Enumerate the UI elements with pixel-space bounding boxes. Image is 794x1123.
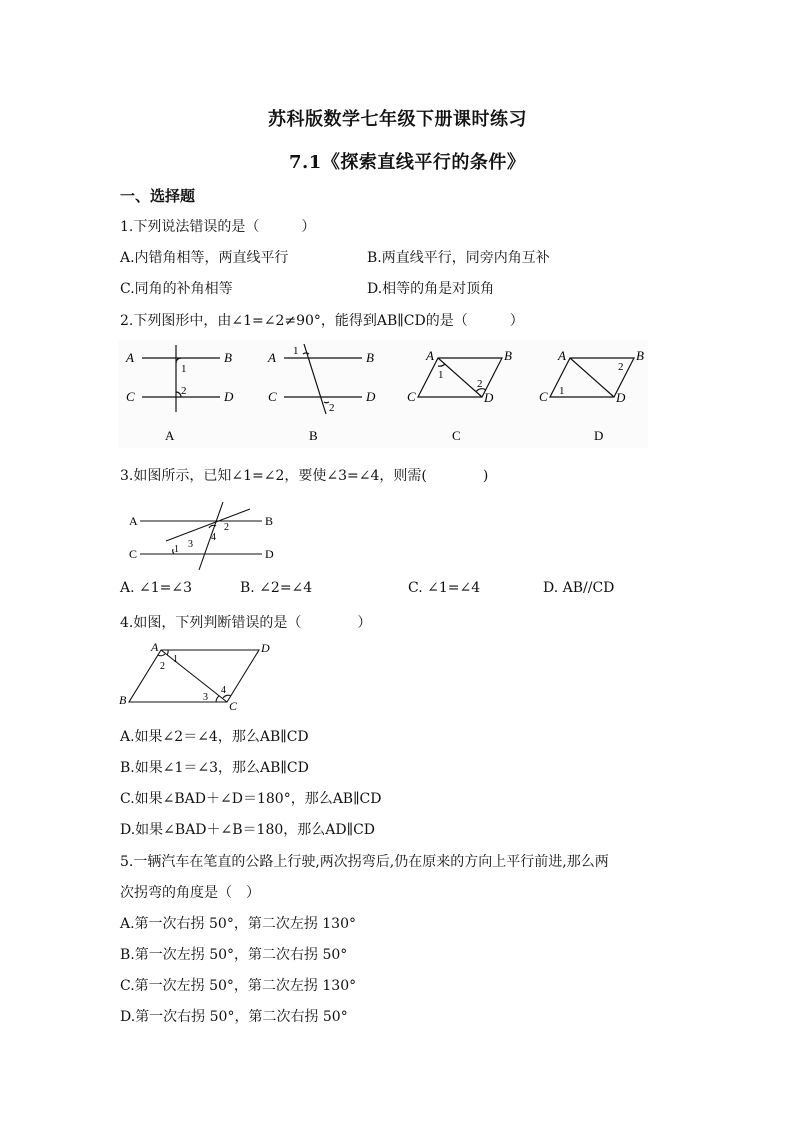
q4-angle-2: 2	[160, 661, 165, 672]
fig-b-angle-2: 2	[329, 402, 335, 414]
q4-angle-1-arc	[167, 650, 168, 655]
fig-c-label-a: A	[426, 348, 434, 363]
q2-stem: 2.下列图形中，由∠1=∠2≠90°，能得到AB∥CD的是（ ）	[120, 313, 524, 329]
fig-a-angle-2: 2	[181, 385, 187, 397]
q4-angle-4: 4	[221, 685, 226, 696]
fig-d-angle-2: 2	[618, 361, 624, 373]
q4-option-b: B.如果∠1＝∠3，那么AB∥CD	[120, 760, 309, 776]
q4-angle-3-arc	[216, 696, 219, 702]
q3-option-b: B. ∠2=∠4	[240, 580, 313, 596]
q4-angle-2-arc	[158, 654, 165, 656]
q4-option-a: A.如果∠2＝∠4，那么AB∥CD	[120, 729, 309, 745]
fig-caption-b: B	[309, 428, 318, 443]
section-heading: 一、选择题	[120, 187, 196, 205]
fig-a-angle-1: 1	[181, 363, 187, 375]
q3-label-a: A	[129, 514, 138, 528]
q5-option-d: D.第一次右拐 50°，第二次右拐 50°	[120, 1009, 348, 1025]
q4-option-d: D.如果∠BAD＋∠B＝180，那么AD∥CD	[120, 822, 376, 838]
q2-figures	[118, 340, 648, 448]
q3-angle-1: 1	[174, 544, 179, 555]
q4-figure	[115, 640, 275, 712]
q4-label-d: D	[261, 641, 270, 655]
fig-a-label-b: B	[224, 350, 232, 365]
fig-d-label-d: D	[616, 390, 626, 405]
fig-b-label-a: A	[268, 350, 276, 365]
q5-option-c: C.第一次左拐 50°，第二次左拐 130°	[120, 978, 357, 994]
fig-d-label-c: C	[539, 389, 548, 404]
fig-a-label-a: A	[126, 350, 134, 365]
fig-c-label-c: C	[407, 389, 416, 404]
q2-figure-background	[118, 340, 648, 448]
q4-angle-3: 3	[203, 692, 208, 703]
q1-option-b: B.两直线平行，同旁内角互补	[367, 250, 550, 266]
fig-c-angle-1: 1	[438, 369, 444, 381]
q4-diagonal-ac	[161, 650, 227, 702]
fig-d-label-a: A	[558, 348, 566, 363]
q3-label-d: D	[265, 547, 274, 561]
q1-option-c: C.同角的补角相等	[120, 281, 233, 297]
q4-stem: 4.如图，下列判断错误的是（ ）	[120, 615, 372, 631]
q1-option-a: A.内错角相等，两直线平行	[120, 250, 289, 266]
q3-option-d: D. AB//CD	[543, 580, 615, 596]
q4-option-c: C.如果∠BAD＋∠D＝180°，那么AB∥CD	[120, 791, 382, 807]
q3-angle-4: 4	[211, 532, 216, 543]
q5-option-a: A.第一次右拐 50°，第二次左拐 130°	[120, 916, 356, 932]
q3-figure	[126, 500, 286, 572]
page-subtitle: 7.1《探索直线平行的条件》	[289, 152, 526, 173]
q3-option-c: C. ∠1=∠4	[408, 580, 481, 596]
fig-b-angle-1: 1	[293, 345, 299, 357]
q3-angle-3: 3	[188, 539, 193, 550]
q4-label-a: A	[151, 640, 159, 654]
q3-angle-4-arc	[209, 525, 216, 528]
fig-b-label-d: D	[366, 389, 376, 404]
fig-b-label-b: B	[366, 350, 374, 365]
q3-label-c: C	[129, 547, 138, 561]
q1-option-d: D.相等的角是对顶角	[367, 281, 495, 297]
fig-d-label-b: B	[636, 348, 644, 363]
q4-label-b: B	[119, 693, 127, 707]
fig-c-label-d: D	[484, 390, 494, 405]
q3-option-a: A. ∠1=∠3	[120, 580, 193, 596]
fig-caption-d: D	[594, 428, 604, 443]
q3-second-line	[166, 509, 250, 541]
fig-c-label-b: B	[504, 348, 512, 363]
q1-stem: 1.下列说法错误的是（ ）	[120, 219, 316, 235]
fig-caption-c: C	[452, 428, 461, 443]
fig-a-label-c: C	[126, 389, 135, 404]
fig-c-angle-2: 2	[477, 378, 483, 390]
q4-label-c: C	[229, 699, 238, 712]
q4-angle-1: 1	[173, 654, 178, 665]
fig-d-angle-1: 1	[559, 385, 565, 397]
page-title: 苏科版数学七年级下册课时练习	[268, 109, 527, 130]
fig-b-label-c: C	[268, 389, 277, 404]
fig-a-label-d: D	[224, 389, 234, 404]
q3-angle-2: 2	[224, 522, 229, 533]
q5-stem-line-2: 次拐弯的角度是（ ）	[120, 885, 260, 901]
fig-caption-a: A	[165, 428, 175, 443]
q5-stem-line-1: 5.一辆汽车在笔直的公路上行驶,两次拐弯后,仍在原来的方向上平行前进,那么两	[120, 854, 609, 870]
q5-option-b: B.第一次左拐 50°，第二次右拐 50°	[120, 947, 348, 963]
q3-label-b: B	[265, 514, 274, 528]
q3-stem: 3.如图所示，已知∠1=∠2，要使∠3=∠4，则需( )	[120, 468, 489, 484]
